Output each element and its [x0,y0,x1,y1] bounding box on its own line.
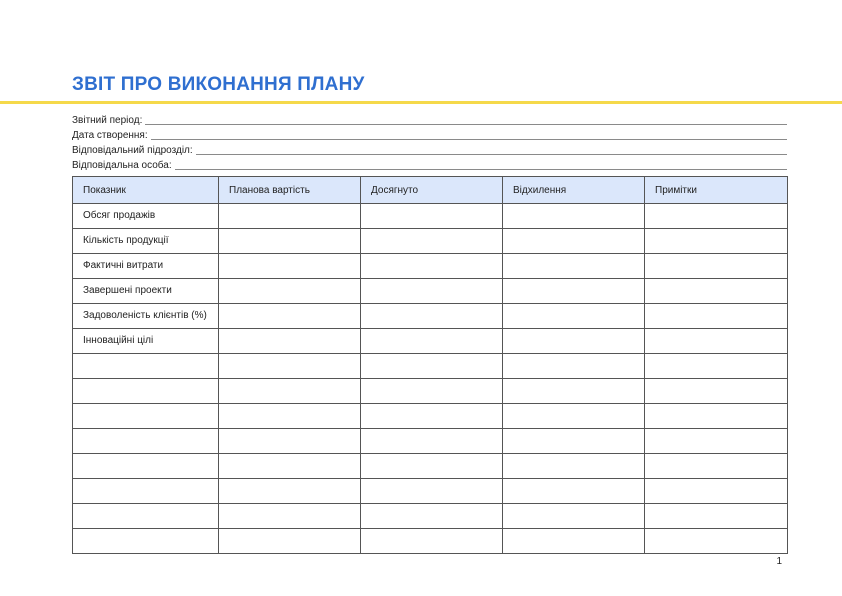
value-cell[interactable] [503,254,645,279]
value-cell[interactable] [503,304,645,329]
value-cell[interactable] [645,254,788,279]
table-row [73,479,788,504]
value-cell[interactable] [361,404,503,429]
value-cell[interactable] [503,429,645,454]
table-header-row [73,177,788,204]
report-table [72,176,788,554]
table-row [73,329,788,354]
indicator-cell [73,429,219,454]
value-cell[interactable] [361,204,503,229]
value-cell[interactable] [361,329,503,354]
table-row [73,304,788,329]
table-row [73,404,788,429]
indicator-cell [73,354,219,379]
meta-field-label: Відповідальний підрозділ: [72,145,193,156]
value-cell[interactable] [503,329,645,354]
value-cell[interactable] [503,229,645,254]
meta-field-label: Звітний період: [72,115,143,126]
value-cell[interactable] [503,404,645,429]
table-row [73,529,788,554]
value-cell[interactable] [503,279,645,304]
value-cell[interactable] [361,229,503,254]
meta-field-responsible-person [72,157,787,172]
table-body [73,204,788,554]
meta-field-reporting-period [72,112,787,127]
value-cell[interactable] [219,204,361,229]
value-cell[interactable] [219,379,361,404]
value-cell[interactable] [645,504,788,529]
value-cell[interactable] [645,529,788,554]
value-cell[interactable] [361,429,503,454]
value-cell[interactable] [219,229,361,254]
meta-field-fill-line[interactable] [196,145,787,155]
table-row [73,204,788,229]
value-cell[interactable] [503,454,645,479]
meta-field-label: Дата створення: [72,130,148,141]
indicator-cell [73,404,219,429]
column-header-deviation: Відхилення [503,177,645,204]
value-cell[interactable] [361,504,503,529]
value-cell[interactable] [219,279,361,304]
value-cell[interactable] [219,404,361,429]
value-cell[interactable] [361,529,503,554]
value-cell[interactable] [645,404,788,429]
value-cell[interactable] [361,379,503,404]
value-cell[interactable] [361,454,503,479]
meta-field-fill-line[interactable] [151,130,787,140]
value-cell[interactable] [645,379,788,404]
indicator-cell: Інноваційні цілі [73,329,219,354]
value-cell[interactable] [219,504,361,529]
value-cell[interactable] [645,204,788,229]
value-cell[interactable] [361,354,503,379]
table-row [73,354,788,379]
value-cell[interactable] [219,429,361,454]
value-cell[interactable] [645,429,788,454]
indicator-cell: Обсяг продажів [73,204,219,229]
indicator-cell [73,379,219,404]
value-cell[interactable] [219,454,361,479]
value-cell[interactable] [219,529,361,554]
table-row [73,429,788,454]
value-cell[interactable] [361,254,503,279]
value-cell[interactable] [645,454,788,479]
value-cell[interactable] [219,304,361,329]
value-cell[interactable] [503,204,645,229]
indicator-cell [73,529,219,554]
value-cell[interactable] [503,529,645,554]
indicator-cell [73,454,219,479]
table-row [73,254,788,279]
indicator-cell: Задоволеність клієнтів (%) [73,304,219,329]
value-cell[interactable] [503,379,645,404]
indicator-cell [73,479,219,504]
value-cell[interactable] [503,479,645,504]
indicator-cell [73,504,219,529]
table-row [73,379,788,404]
value-cell[interactable] [219,254,361,279]
page-number: 1 [776,556,782,567]
value-cell[interactable] [361,279,503,304]
value-cell[interactable] [645,329,788,354]
accent-divider [0,101,842,104]
value-cell[interactable] [645,229,788,254]
column-header-notes: Примітки [645,177,788,204]
table-row [73,454,788,479]
column-header-achieved: Досягнуто [361,177,503,204]
meta-field-responsible-unit [72,142,787,157]
table-row [73,279,788,304]
indicator-cell: Завершені проекти [73,279,219,304]
report-title: ЗВІТ ПРО ВИКОНАННЯ ПЛАНУ [72,74,365,95]
column-header-indicator: Показник [73,177,219,204]
value-cell[interactable] [645,304,788,329]
indicator-cell: Кількість продукції [73,229,219,254]
value-cell[interactable] [503,354,645,379]
value-cell[interactable] [219,329,361,354]
value-cell[interactable] [219,479,361,504]
table-row [73,229,788,254]
value-cell[interactable] [503,504,645,529]
meta-field-creation-date [72,127,787,142]
value-cell[interactable] [645,479,788,504]
meta-fields [72,112,787,172]
meta-field-label: Відповідальна особа: [72,160,172,171]
value-cell[interactable] [219,354,361,379]
indicator-cell: Фактичні витрати [73,254,219,279]
table-row [73,504,788,529]
meta-field-fill-line[interactable] [145,115,787,125]
value-cell[interactable] [645,279,788,304]
value-cell[interactable] [361,479,503,504]
meta-field-fill-line[interactable] [175,160,787,170]
value-cell[interactable] [645,354,788,379]
value-cell[interactable] [361,304,503,329]
column-header-planned-value: Планова вартість [219,177,361,204]
